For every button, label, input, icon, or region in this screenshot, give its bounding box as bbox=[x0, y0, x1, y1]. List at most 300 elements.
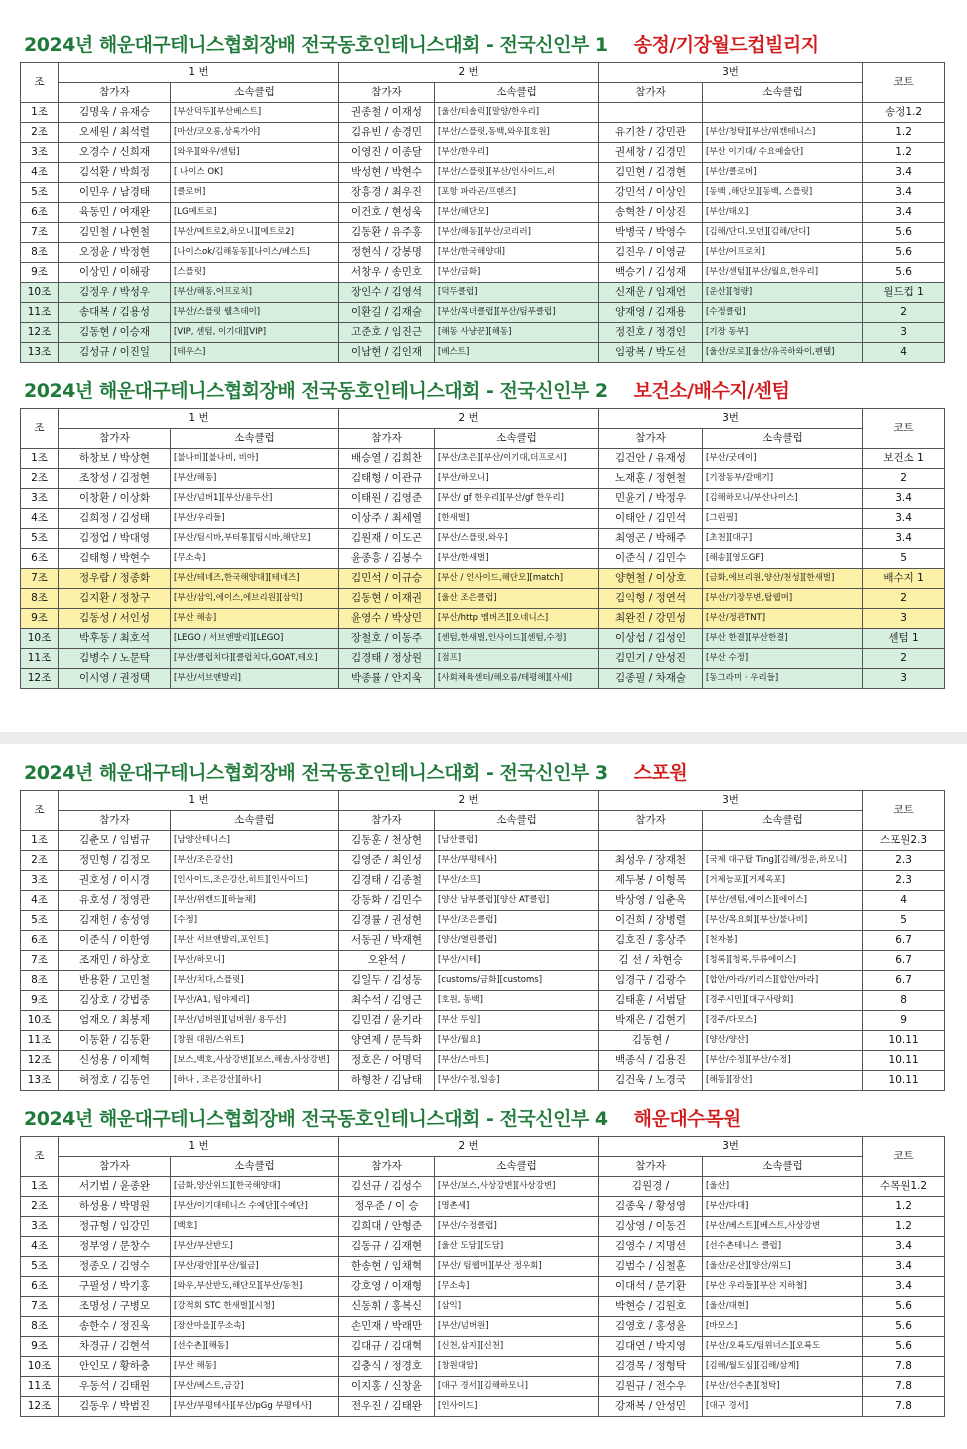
club-2: [부산/해동][부산/코리러] bbox=[435, 223, 599, 243]
club-3: [동그라미 · 우리들] bbox=[703, 669, 863, 689]
player-pair-3: 김태훈 / 서범달 bbox=[599, 991, 703, 1011]
player-pair-3: 김호진 / 홍상주 bbox=[599, 931, 703, 951]
table-row bbox=[21, 343, 945, 363]
player-pair-1: 조재민 / 하상호 bbox=[59, 951, 171, 971]
player-pair-3: 이대석 / 문기환 bbox=[599, 1277, 703, 1297]
club-3: [해동][장산] bbox=[703, 1071, 863, 1091]
player-pair-2: 김태형 / 이관규 bbox=[339, 469, 435, 489]
player-pair-1: 김명욱 / 유재승 bbox=[59, 103, 171, 123]
court-cell: 3.4 bbox=[863, 509, 945, 529]
court-cell: 5.6 bbox=[863, 1297, 945, 1317]
club-2: [부산/ gf 한우리][부산/gf 한우리] bbox=[435, 489, 599, 509]
court-cell: 10.11 bbox=[863, 1071, 945, 1091]
player-pair-3: 김종욱 / 황성영 bbox=[599, 1197, 703, 1217]
table-row bbox=[21, 1397, 945, 1417]
header-slot-2: 2 번 bbox=[339, 63, 599, 83]
court-cell: 2 bbox=[863, 589, 945, 609]
group-cell: 9조 bbox=[21, 1337, 59, 1357]
club-3: [그린필] bbox=[703, 509, 863, 529]
club-1: [금화,양산위드][한국해양대] bbox=[171, 1177, 339, 1197]
club-2: [부산/한우리] bbox=[435, 143, 599, 163]
club-3: [해송][영도GF] bbox=[703, 549, 863, 569]
header-club: 소속클럽 bbox=[435, 811, 599, 831]
player-pair-1: 송대복 / 김용성 bbox=[59, 303, 171, 323]
table-row bbox=[21, 323, 945, 343]
group-cell: 11조 bbox=[21, 1377, 59, 1397]
header-slot-3: 3번 bbox=[599, 63, 863, 83]
club-3: [기장동부/갈매기] bbox=[703, 469, 863, 489]
club-3: [금화,에브리원,양산/천성][한새벌] bbox=[703, 569, 863, 589]
section-title bbox=[24, 1104, 741, 1131]
player-pair-3: 민윤기 / 박정우 bbox=[599, 489, 703, 509]
club-1: [부산/우리들] bbox=[171, 509, 339, 529]
player-pair-3: 김상영 / 이동건 bbox=[599, 1217, 703, 1237]
club-1: [LEGO / 서브앤발리][LEGO] bbox=[171, 629, 339, 649]
header-participant: 참가자 bbox=[599, 83, 703, 103]
court-cell: 3.4 bbox=[863, 1277, 945, 1297]
club-2: [신천,삼지][신천] bbox=[435, 1337, 599, 1357]
player-pair-2: 김경률 / 권성현 bbox=[339, 911, 435, 931]
court-cell: 3.4 bbox=[863, 1257, 945, 1277]
player-pair-1: 유호성 / 정영관 bbox=[59, 891, 171, 911]
court-cell: 배수지 1 bbox=[863, 569, 945, 589]
player-pair-2: 김동훈 / 천상현 bbox=[339, 831, 435, 851]
header-court: 코트 bbox=[863, 409, 945, 449]
header-row bbox=[21, 63, 945, 83]
club-3: [합안/아라/키리스][합안/아라] bbox=[703, 971, 863, 991]
player-pair-3: 최영곤 / 박해주 bbox=[599, 529, 703, 549]
club-2: [양산 남부클럽][양산 AT클럽] bbox=[435, 891, 599, 911]
player-pair-1: 김상호 / 강법중 bbox=[59, 991, 171, 1011]
player-pair-2: 김동현 / 이재권 bbox=[339, 589, 435, 609]
club-1: [스플릿] bbox=[171, 263, 339, 283]
player-pair-3: 김건욱 / 노경국 bbox=[599, 1071, 703, 1091]
club-2: [사회체육센터/해오름/테평해][사세] bbox=[435, 669, 599, 689]
group-cell: 4조 bbox=[21, 1237, 59, 1257]
header-participant: 참가자 bbox=[339, 429, 435, 449]
header-row bbox=[21, 409, 945, 429]
court-cell: 7.8 bbox=[863, 1357, 945, 1377]
club-1: [무소속] bbox=[171, 549, 339, 569]
club-1: [부산/치다,스플릿] bbox=[171, 971, 339, 991]
table-row bbox=[21, 1337, 945, 1357]
club-1: [부산/팀시바,부터통][팀시바,해단모] bbox=[171, 529, 339, 549]
group-cell: 3조 bbox=[21, 871, 59, 891]
header-club: 소속클럽 bbox=[171, 83, 339, 103]
court-cell: 8 bbox=[863, 991, 945, 1011]
table-row bbox=[21, 509, 945, 529]
club-1: [클로버] bbox=[171, 183, 339, 203]
table-row bbox=[21, 469, 945, 489]
group-cell: 3조 bbox=[21, 489, 59, 509]
club-3: [부산/선수촌][청탁] bbox=[703, 1377, 863, 1397]
table-row bbox=[21, 1011, 945, 1031]
player-pair-2: 신동휘 / 홍복신 bbox=[339, 1297, 435, 1317]
table-row bbox=[21, 1071, 945, 1091]
table-row bbox=[21, 263, 945, 283]
header-group: 조 bbox=[21, 409, 59, 449]
player-pair-3: 박재은 / 김현기 bbox=[599, 1011, 703, 1031]
club-1: [와우,부산반도,해단모][부산/동천] bbox=[171, 1277, 339, 1297]
group-cell: 11조 bbox=[21, 303, 59, 323]
player-pair-2: 김대규 / 김대혁 bbox=[339, 1337, 435, 1357]
player-pair-1: 서기범 / 윤종완 bbox=[59, 1177, 171, 1197]
header-court: 코트 bbox=[863, 1137, 945, 1177]
header-participant: 참가자 bbox=[59, 811, 171, 831]
table-row bbox=[21, 609, 945, 629]
club-1: [마산/코오롱,상록가야] bbox=[171, 123, 339, 143]
club-2: [부산/금화] bbox=[435, 263, 599, 283]
club-1: [남양산테니스] bbox=[171, 831, 339, 851]
club-1: [부산/삼익,에이스,에브리원][삼익] bbox=[171, 589, 339, 609]
group-cell: 13조 bbox=[21, 1071, 59, 1091]
header-club: 소속클럽 bbox=[171, 1157, 339, 1177]
club-3: [김해하모니/부산나이스] bbox=[703, 489, 863, 509]
player-pair-3: 신재운 / 임재언 bbox=[599, 283, 703, 303]
club-3: [부산/클로버] bbox=[703, 163, 863, 183]
header-club: 소속클럽 bbox=[703, 811, 863, 831]
club-1: [선수촌][해동] bbox=[171, 1337, 339, 1357]
group-cell: 1조 bbox=[21, 449, 59, 469]
player-pair-1: 김희정 / 김성태 bbox=[59, 509, 171, 529]
group-cell: 12조 bbox=[21, 323, 59, 343]
club-1: [부산/A1, 팀야제리] bbox=[171, 991, 339, 1011]
player-pair-1: 구필성 / 박기홍 bbox=[59, 1277, 171, 1297]
player-pair-2: 오완석 / bbox=[339, 951, 435, 971]
table-row bbox=[21, 1317, 945, 1337]
header-club: 소속클럽 bbox=[703, 429, 863, 449]
club-1: [부산/메트로2,하모니][메트로2] bbox=[171, 223, 339, 243]
group-cell: 2조 bbox=[21, 1197, 59, 1217]
table-row bbox=[21, 1277, 945, 1297]
player-pair-2: 김영준 / 최인성 bbox=[339, 851, 435, 871]
club-3: [경주시민][대구사랑회] bbox=[703, 991, 863, 1011]
group-cell: 8조 bbox=[21, 971, 59, 991]
club-3: [청록][청록,두류에이스] bbox=[703, 951, 863, 971]
club-2: [customs/금화][customs] bbox=[435, 971, 599, 991]
table-row bbox=[21, 1031, 945, 1051]
club-1: [부산/넘버1][부산/용두산] bbox=[171, 489, 339, 509]
court-cell: 2.3 bbox=[863, 851, 945, 871]
table-row bbox=[21, 449, 945, 469]
club-2: [무소속] bbox=[435, 1277, 599, 1297]
player-pair-3: 임경구 / 김광수 bbox=[599, 971, 703, 991]
court-cell: 4 bbox=[863, 343, 945, 363]
club-3 bbox=[703, 103, 863, 123]
club-3: [부산/굿데이] bbox=[703, 449, 863, 469]
header-participant: 참가자 bbox=[59, 429, 171, 449]
table-row bbox=[21, 223, 945, 243]
court-cell: 5.6 bbox=[863, 1337, 945, 1357]
table-row bbox=[21, 971, 945, 991]
club-3: [울산] bbox=[703, 1177, 863, 1197]
group-cell: 12조 bbox=[21, 669, 59, 689]
player-pair-3: 최성우 / 장재천 bbox=[599, 851, 703, 871]
table-row bbox=[21, 1377, 945, 1397]
player-pair-3: 이준식 / 김민수 bbox=[599, 549, 703, 569]
player-pair-1: 우동석 / 김태원 bbox=[59, 1377, 171, 1397]
club-3: [수정클럽] bbox=[703, 303, 863, 323]
section-venue: 스포원 bbox=[633, 762, 688, 784]
club-2: [부산/조은클럽] bbox=[435, 911, 599, 931]
court-cell: 2 bbox=[863, 649, 945, 669]
player-pair-1: 정규형 / 임강민 bbox=[59, 1217, 171, 1237]
player-pair-1: 반용환 / 고민철 bbox=[59, 971, 171, 991]
player-pair-1: 안인모 / 황하충 bbox=[59, 1357, 171, 1377]
group-cell: 1조 bbox=[21, 1177, 59, 1197]
player-pair-1: 정부영 / 문창수 bbox=[59, 1237, 171, 1257]
group-cell: 8조 bbox=[21, 589, 59, 609]
club-2: [인사이드] bbox=[435, 1397, 599, 1417]
table-row bbox=[21, 911, 945, 931]
table-row bbox=[21, 649, 945, 669]
group-cell: 4조 bbox=[21, 163, 59, 183]
group-cell: 12조 bbox=[21, 1397, 59, 1417]
player-pair-2: 이환길 / 김재술 bbox=[339, 303, 435, 323]
player-pair-3: 송혁찬 / 이상진 bbox=[599, 203, 703, 223]
club-3 bbox=[703, 831, 863, 851]
court-cell: 보건소 1 bbox=[863, 449, 945, 469]
section-venue: 송정/기장월드컵빌리지 bbox=[633, 34, 819, 56]
club-2: [울산/티솔릭][말양/한우리] bbox=[435, 103, 599, 123]
club-1: [LG메트로] bbox=[171, 203, 339, 223]
header-slot-2: 2 번 bbox=[339, 791, 599, 811]
player-pair-1: 이상민 / 이해광 bbox=[59, 263, 171, 283]
club-3: [부산/오륙도/팀위너스][오륙도 bbox=[703, 1337, 863, 1357]
club-1: [부산 해동] bbox=[171, 1357, 339, 1377]
club-2: [부산/수정,일송] bbox=[435, 1071, 599, 1091]
group-cell: 12조 bbox=[21, 1051, 59, 1071]
player-pair-2: 이지홍 / 신창윤 bbox=[339, 1377, 435, 1397]
player-pair-1: 이창환 / 이상화 bbox=[59, 489, 171, 509]
club-2: [부산/해단모] bbox=[435, 203, 599, 223]
draw-table bbox=[20, 790, 945, 1091]
club-2: [부산/한새벌] bbox=[435, 549, 599, 569]
player-pair-3: 강민석 / 이상인 bbox=[599, 183, 703, 203]
player-pair-2: 정호은 / 어명덕 bbox=[339, 1051, 435, 1071]
player-pair-3: 김동현 / bbox=[599, 1031, 703, 1051]
table-row bbox=[21, 1177, 945, 1197]
table-row bbox=[21, 123, 945, 143]
club-3: [국제 대구탑 Ting][김해/정운,하모니] bbox=[703, 851, 863, 871]
group-cell: 9조 bbox=[21, 991, 59, 1011]
player-pair-1: 김병수 / 노문탁 bbox=[59, 649, 171, 669]
draw-table bbox=[20, 408, 945, 689]
player-pair-2: 김충식 / 정경호 bbox=[339, 1357, 435, 1377]
player-pair-3: 김 선 / 차현승 bbox=[599, 951, 703, 971]
group-cell: 6조 bbox=[21, 549, 59, 569]
player-pair-2: 김원재 / 이도곤 bbox=[339, 529, 435, 549]
club-2: [부산/스플릿][부산/인사이드,러 bbox=[435, 163, 599, 183]
player-pair-2: 김동규 / 김재현 bbox=[339, 1237, 435, 1257]
club-2: [부산/스마트] bbox=[435, 1051, 599, 1071]
club-3: [울산/대현] bbox=[703, 1297, 863, 1317]
club-3: [운산][청량] bbox=[703, 283, 863, 303]
header-club: 소속클럽 bbox=[703, 1157, 863, 1177]
club-2: [울산 조은클럽] bbox=[435, 589, 599, 609]
player-pair-3 bbox=[599, 831, 703, 851]
club-2: [부산/초은][부산/이기대,더프로시] bbox=[435, 449, 599, 469]
club-1: [보스,백호,사상강변][보스,해솔,사상강변] bbox=[171, 1051, 339, 1071]
court-cell: 5 bbox=[863, 911, 945, 931]
player-pair-1: 엄재오 / 최봉제 bbox=[59, 1011, 171, 1031]
player-pair-3: 박병국 / 박영수 bbox=[599, 223, 703, 243]
player-pair-2: 최수석 / 김영근 bbox=[339, 991, 435, 1011]
player-pair-3: 김건안 / 유재성 bbox=[599, 449, 703, 469]
group-cell: 2조 bbox=[21, 469, 59, 489]
court-cell: 1.2 bbox=[863, 1197, 945, 1217]
club-3: [양산/양산] bbox=[703, 1031, 863, 1051]
group-cell: 7조 bbox=[21, 569, 59, 589]
player-pair-1: 김성규 / 이진일 bbox=[59, 343, 171, 363]
club-1: [부산/베스트,금강] bbox=[171, 1377, 339, 1397]
player-pair-3: 김대연 / 박지영 bbox=[599, 1337, 703, 1357]
club-2: [부산/http 멤버즈][오네니스] bbox=[435, 609, 599, 629]
page-separator bbox=[0, 732, 967, 744]
table-row bbox=[21, 1357, 945, 1377]
club-3: [김해/단디.모던][김해/단디] bbox=[703, 223, 863, 243]
player-pair-2: 박성현 / 박현수 bbox=[339, 163, 435, 183]
header-court: 코트 bbox=[863, 63, 945, 103]
player-pair-3: 백종식 / 김용진 bbox=[599, 1051, 703, 1071]
header-participant: 참가자 bbox=[599, 429, 703, 449]
club-2: [호원, 동백] bbox=[435, 991, 599, 1011]
court-cell: 6.7 bbox=[863, 951, 945, 971]
player-pair-2: 전우진 / 김태완 bbox=[339, 1397, 435, 1417]
club-1: [수정] bbox=[171, 911, 339, 931]
player-pair-2: 이영진 / 이종달 bbox=[339, 143, 435, 163]
club-3: [부산 한결][부산한결] bbox=[703, 629, 863, 649]
club-2: [부산/하모니] bbox=[435, 469, 599, 489]
header-slot-1: 1 번 bbox=[59, 1137, 339, 1157]
player-pair-3: 김익형 / 정연석 bbox=[599, 589, 703, 609]
player-pair-1: 조창성 / 김정현 bbox=[59, 469, 171, 489]
court-cell: 2 bbox=[863, 303, 945, 323]
court-cell: 6.7 bbox=[863, 931, 945, 951]
header-participant: 참가자 bbox=[59, 83, 171, 103]
group-cell: 6조 bbox=[21, 203, 59, 223]
club-3: [김해/월도심][김해/삼계] bbox=[703, 1357, 863, 1377]
player-pair-2: 한송현 / 임채혁 bbox=[339, 1257, 435, 1277]
table-row bbox=[21, 669, 945, 689]
club-1: [인사이드,조은강산,히트][인사이드] bbox=[171, 871, 339, 891]
player-pair-3: 이건희 / 장병렬 bbox=[599, 911, 703, 931]
player-pair-1: 송한수 / 정진욱 bbox=[59, 1317, 171, 1337]
player-pair-2: 이건호 / 현성욱 bbox=[339, 203, 435, 223]
player-pair-1: 오세원 / 최석렬 bbox=[59, 123, 171, 143]
court-cell: 3.4 bbox=[863, 163, 945, 183]
player-pair-1: 김지환 / 정창구 bbox=[59, 589, 171, 609]
club-1: [부산/이기대테니스 수예단][수예단] bbox=[171, 1197, 339, 1217]
group-cell: 7조 bbox=[21, 951, 59, 971]
club-1: [불나비][불나비, 비아] bbox=[171, 449, 339, 469]
player-pair-3: 강재복 / 안성민 bbox=[599, 1397, 703, 1417]
group-cell: 2조 bbox=[21, 123, 59, 143]
player-pair-2: 이남현 / 김인재 bbox=[339, 343, 435, 363]
table-row bbox=[21, 203, 945, 223]
table-row bbox=[21, 589, 945, 609]
section-title bbox=[24, 30, 819, 57]
player-pair-1: 육동민 / 여재완 bbox=[59, 203, 171, 223]
header-club: 소속클럽 bbox=[171, 811, 339, 831]
player-pair-2: 장철호 / 이동주 bbox=[339, 629, 435, 649]
club-2: [울산 도담][도담] bbox=[435, 1237, 599, 1257]
player-pair-2: 강동화 / 김민수 bbox=[339, 891, 435, 911]
player-pair-2: 서창우 / 송민호 bbox=[339, 263, 435, 283]
court-cell: 송정1.2 bbox=[863, 103, 945, 123]
club-2: [해동 사냥꾼][해동] bbox=[435, 323, 599, 343]
player-pair-3: 최완진 / 강민성 bbox=[599, 609, 703, 629]
club-2: [부산/한국해양대] bbox=[435, 243, 599, 263]
group-cell: 11조 bbox=[21, 649, 59, 669]
player-pair-1: 김동현 / 이승재 bbox=[59, 323, 171, 343]
club-2: [부산/넘버원] bbox=[435, 1317, 599, 1337]
header-participant: 참가자 bbox=[339, 1157, 435, 1177]
court-cell: 수목원1.2 bbox=[863, 1177, 945, 1197]
club-3: [기장 동부] bbox=[703, 323, 863, 343]
table-row bbox=[21, 871, 945, 891]
club-1: [VIP, 센텀, 이기대][VIP] bbox=[171, 323, 339, 343]
header-court: 코트 bbox=[863, 791, 945, 831]
player-pair-1: 김재헌 / 송성영 bbox=[59, 911, 171, 931]
header-club: 소속클럽 bbox=[703, 83, 863, 103]
club-1: [부산/스플릿 웰츠데이] bbox=[171, 303, 339, 323]
player-pair-3: 양현철 / 이상호 bbox=[599, 569, 703, 589]
club-1: [부산/부산반도] bbox=[171, 1237, 339, 1257]
header-participant: 참가자 bbox=[339, 83, 435, 103]
club-2: [부산/목녀클럽][부산/팀푸클럽] bbox=[435, 303, 599, 323]
subheader-row bbox=[21, 429, 945, 449]
court-cell: 9 bbox=[863, 1011, 945, 1031]
player-pair-2: 김경태 / 김종철 bbox=[339, 871, 435, 891]
club-2: [부산/스플릿,와우] bbox=[435, 529, 599, 549]
player-pair-1: 김태형 / 박현수 bbox=[59, 549, 171, 569]
table-row bbox=[21, 1217, 945, 1237]
club-3: [부산/수정][부산/수정] bbox=[703, 1051, 863, 1071]
court-cell: 센텀 1 bbox=[863, 629, 945, 649]
club-1: [와우][와우/센텀] bbox=[171, 143, 339, 163]
club-2: [베스트] bbox=[435, 343, 599, 363]
club-2: [부산/수정클럽] bbox=[435, 1217, 599, 1237]
group-cell: 5조 bbox=[21, 183, 59, 203]
player-pair-2: 김희대 / 안형준 bbox=[339, 1217, 435, 1237]
court-cell: 3 bbox=[863, 323, 945, 343]
header-group: 조 bbox=[21, 63, 59, 103]
header-slot-3: 3번 bbox=[599, 791, 863, 811]
player-pair-1: 하성용 / 박명원 bbox=[59, 1197, 171, 1217]
player-pair-2: 장인수 / 김영석 bbox=[339, 283, 435, 303]
club-2: [부산/시테] bbox=[435, 951, 599, 971]
table-row bbox=[21, 1237, 945, 1257]
court-cell: 5.6 bbox=[863, 223, 945, 243]
draw-table bbox=[20, 1136, 945, 1417]
club-3: [울산/로로][울산/유곡하와이,펜텔] bbox=[703, 343, 863, 363]
player-pair-1: 이시영 / 권정택 bbox=[59, 669, 171, 689]
table-row bbox=[21, 243, 945, 263]
player-pair-1: 이동환 / 김동환 bbox=[59, 1031, 171, 1051]
group-cell: 10조 bbox=[21, 283, 59, 303]
club-2: [부산/월요] bbox=[435, 1031, 599, 1051]
court-cell: 월드컵 1 bbox=[863, 283, 945, 303]
court-cell: 7.8 bbox=[863, 1377, 945, 1397]
club-2: [부산/스플릿,동백,와우][호원] bbox=[435, 123, 599, 143]
club-2: [창원대암] bbox=[435, 1357, 599, 1377]
club-1: [부산/해동,어프로치] bbox=[171, 283, 339, 303]
table-row bbox=[21, 163, 945, 183]
table-row bbox=[21, 529, 945, 549]
table-row bbox=[21, 891, 945, 911]
club-3: [부산/다대] bbox=[703, 1197, 863, 1217]
